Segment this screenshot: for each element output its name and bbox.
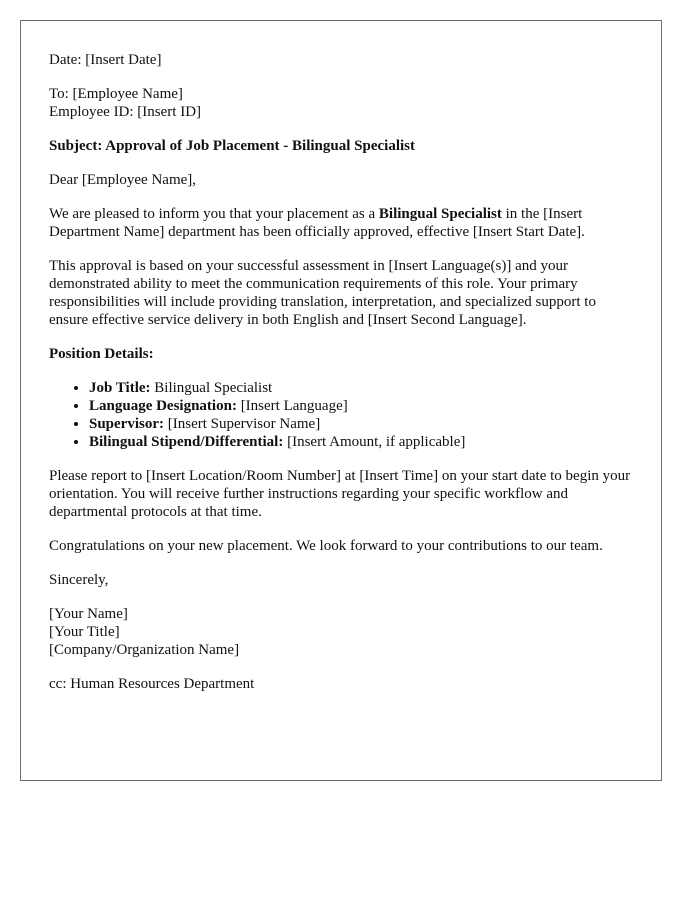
position-detail-item — [89, 379, 633, 397]
recipient-block — [49, 85, 633, 121]
approval-text-end: in the [Insert Department Name] department has been officially approved, effective [Insert Start Date]. — [49, 206, 585, 240]
signature-organization: [Company/Organization Name] — [49, 642, 240, 658]
position-detail-item — [89, 397, 633, 415]
detail-value: Bilingual Specialist — [150, 380, 273, 396]
orientation-paragraph: Please report to [Insert Location/Room Number] at [Insert Time] on your start date to begin your orientation. You will receive further instructions regarding your specific workflow and departmental protocols at that time. — [49, 468, 631, 520]
detail-label: Job Title: — [89, 380, 151, 396]
approval-role-bold: Bilingual Specialist — [378, 206, 502, 222]
position-detail-item — [89, 415, 633, 433]
recipient-name: To: [Employee Name] — [49, 86, 183, 102]
letter-document — [20, 20, 662, 781]
signature-title: [Your Title] — [49, 624, 120, 640]
subject-line: Subject: Approval of Job Placement - Bilingual Specialist — [49, 138, 415, 154]
signature-block — [49, 605, 633, 659]
position-detail-item — [89, 433, 633, 451]
detail-value: [Insert Language] — [236, 398, 348, 414]
assessment-paragraph: This approval is based on your successful assessment in [Insert Language(s)] and your demonstrated ability to meet the communication requirements of this role. Your primary responsibilities will include providing translation, interpretation, and specialized support to ensure effective service delivery in both English and [Insert Second Language]. — [49, 258, 596, 328]
detail-label: Language Designation: — [89, 398, 237, 414]
detail-value: [Insert Amount, if applicable] — [283, 434, 466, 450]
approval-paragraph — [49, 205, 633, 241]
cc-line: cc: Human Resources Department — [49, 676, 255, 692]
detail-label: Supervisor: — [89, 416, 164, 432]
signature-name: [Your Name] — [49, 606, 128, 622]
detail-value: [Insert Supervisor Name] — [164, 416, 321, 432]
detail-label: Bilingual Stipend/Differential: — [89, 434, 284, 450]
employee-id: Employee ID: [Insert ID] — [49, 104, 202, 120]
position-details-heading: Position Details: — [49, 346, 154, 362]
closing: Sincerely, — [49, 572, 109, 588]
salutation: Dear [Employee Name], — [49, 172, 197, 188]
date-line: Date: [Insert Date] — [49, 52, 162, 68]
congratulations-paragraph: Congratulations on your new placement. We look forward to your contributions to our team. — [49, 538, 603, 554]
approval-text-start: We are pleased to inform you that your placement as a — [49, 206, 379, 222]
position-details-list — [49, 379, 633, 451]
